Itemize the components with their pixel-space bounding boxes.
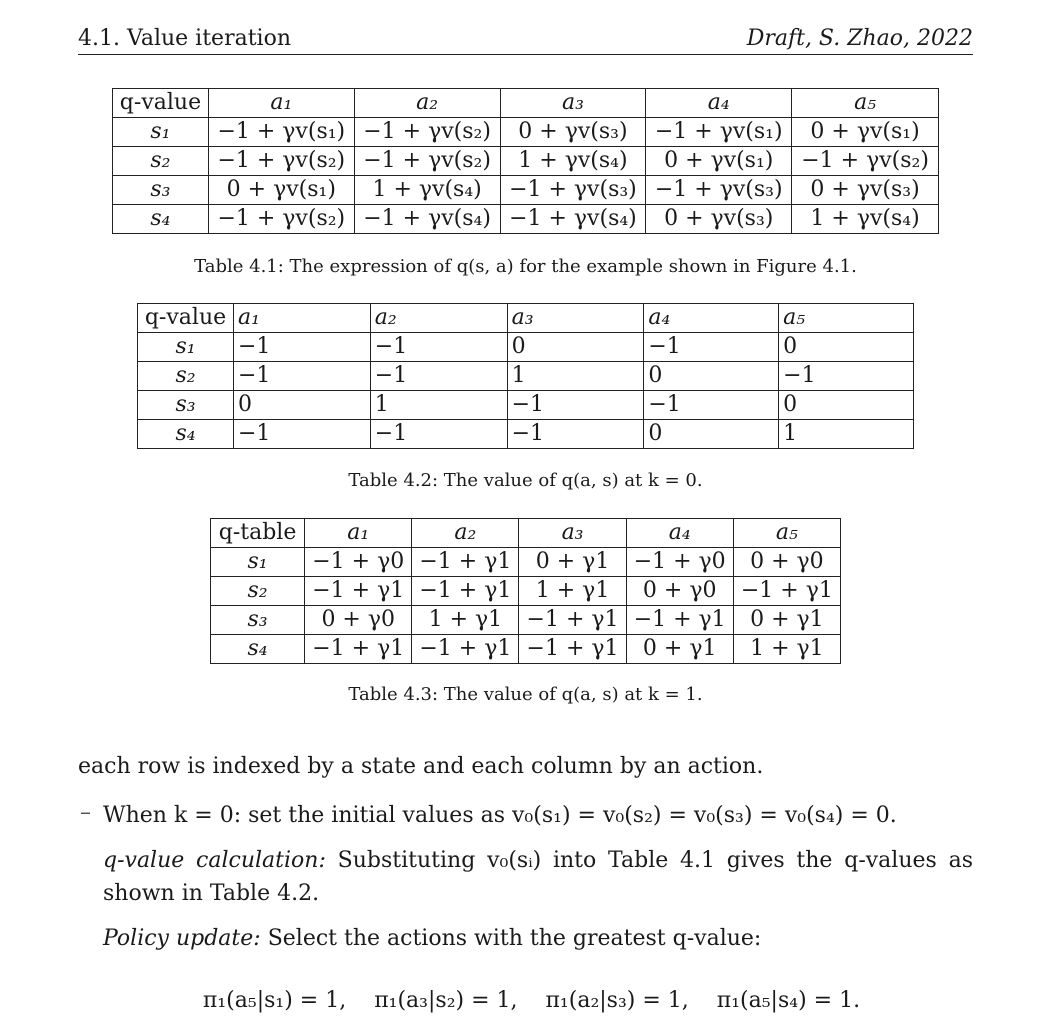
table-cell: −1	[507, 420, 644, 449]
qvalue-calculation-paragraph	[103, 844, 973, 910]
column-header: a₂	[370, 304, 507, 333]
table-cell: −1	[370, 420, 507, 449]
q-value-k0-table	[137, 303, 914, 449]
table-cell: 0 + γ1	[733, 606, 840, 635]
table-cell: 0 + γv(s₁)	[646, 147, 792, 176]
column-header: a₅	[733, 519, 840, 548]
table-cell: 1 + γv(s₄)	[792, 205, 939, 234]
draft-label: Draft, S. Zhao, 2022	[746, 26, 973, 51]
table-cell: −1 + γ1	[412, 635, 519, 664]
policy-update-paragraph	[103, 922, 761, 956]
table-cell: 0 + γ0	[626, 577, 733, 606]
row-header: s₃	[113, 176, 209, 205]
table-cell: 1 + γ1	[733, 635, 840, 664]
table-row	[113, 205, 939, 234]
table-cell: 0 + γv(s₁)	[208, 176, 354, 205]
column-header: a₅	[792, 89, 939, 118]
table-cell: 0 + γ1	[626, 635, 733, 664]
column-header: a₄	[644, 304, 779, 333]
table-cell: −1 + γv(s₂)	[354, 147, 500, 176]
table-cell: −1 + γv(s₃)	[646, 176, 792, 205]
table-cell: 0 + γv(s₁)	[792, 118, 939, 147]
table-cell: 0	[779, 391, 914, 420]
row-header: s₂	[211, 577, 305, 606]
table-cell: 1 + γv(s₄)	[354, 176, 500, 205]
row-header: s₃	[211, 606, 305, 635]
table-cell: −1 + γ1	[519, 606, 626, 635]
column-header: a₃	[519, 519, 626, 548]
row-header: s₃	[138, 391, 234, 420]
table-cell: −1 + γv(s₂)	[354, 118, 500, 147]
bullet-k0: When k = 0: set the initial values as v₀(s₁) = v₀(s₂) = v₀(s₃) = v₀(s₄) = 0.	[103, 803, 897, 828]
table-row	[138, 362, 914, 391]
table-cell: −1 + γv(s₂)	[208, 205, 354, 234]
column-header: a₂	[412, 519, 519, 548]
row-header: s₄	[138, 420, 234, 449]
table-row	[211, 577, 841, 606]
table-cell: −1	[779, 362, 914, 391]
table-corner: q-value	[138, 304, 234, 333]
column-header: a₄	[646, 89, 792, 118]
table-cell: 1 + γ1	[412, 606, 519, 635]
table-cell: 1	[779, 420, 914, 449]
table-cell: −1	[233, 420, 370, 449]
table-header-row	[138, 304, 914, 333]
table-cell: −1 + γ1	[626, 606, 733, 635]
table-row	[138, 391, 914, 420]
table-row	[113, 176, 939, 205]
table-cell: 0 + γv(s₃)	[792, 176, 939, 205]
table-cell: 0 + γ0	[305, 606, 412, 635]
table-caption: Table 4.2: The value of q(a, s) at k = 0.	[348, 470, 703, 491]
table-cell: −1	[370, 362, 507, 391]
table-cell: 1 + γ1	[519, 577, 626, 606]
table-cell: 0	[644, 420, 779, 449]
section-title: 4.1. Value iteration	[78, 26, 291, 51]
table-cell: 0 + γv(s₃)	[500, 118, 646, 147]
table-cell: −1	[233, 333, 370, 362]
table-caption: Table 4.3: The value of q(a, s) at k = 1.	[348, 684, 703, 705]
table-cell: −1 + γv(s₁)	[208, 118, 354, 147]
table-cell: −1 + γ0	[305, 548, 412, 577]
row-header: s₂	[138, 362, 234, 391]
qvalue-calculation-label: q-value calculation:	[103, 848, 326, 873]
column-header: a₃	[500, 89, 646, 118]
table-cell: −1	[644, 391, 779, 420]
table-cell: 1	[370, 391, 507, 420]
table-cell: −1	[507, 391, 644, 420]
row-header: s₂	[113, 147, 209, 176]
table-cell: −1 + γ1	[412, 548, 519, 577]
table-cell: −1 + γv(s₁)	[646, 118, 792, 147]
table-header-row	[113, 89, 939, 118]
column-header: a₁	[233, 304, 370, 333]
q-value-k1-table	[210, 518, 841, 664]
table-row	[113, 118, 939, 147]
qvalue-calculation-text: Substituting v₀(sᵢ) into Table 4.1 gives the q-values as shown in Table 4.2.	[103, 848, 973, 906]
table-cell: −1 + γ1	[733, 577, 840, 606]
column-header: a₅	[779, 304, 914, 333]
column-header: a₃	[507, 304, 644, 333]
column-header: a₂	[354, 89, 500, 118]
table-cell: −1	[644, 333, 779, 362]
table-cell: 0 + γ0	[733, 548, 840, 577]
table-row	[211, 606, 841, 635]
table-row	[138, 420, 914, 449]
table-cell: −1 + γv(s₄)	[500, 205, 646, 234]
table-corner: q-table	[211, 519, 305, 548]
row-header: s₄	[113, 205, 209, 234]
table-cell: −1 + γv(s₂)	[792, 147, 939, 176]
table-header-row	[211, 519, 841, 548]
table-cell: 0	[233, 391, 370, 420]
intro-paragraph: each row is indexed by a state and each column by an action.	[78, 754, 764, 779]
row-header: s₁	[113, 118, 209, 147]
q-expression-table	[112, 88, 939, 234]
table-cell: 0 + γ1	[519, 548, 626, 577]
table-cell: −1	[370, 333, 507, 362]
table-caption: Table 4.1: The expression of q(s, a) for the example shown in Figure 4.1.	[194, 256, 857, 277]
row-header: s₄	[211, 635, 305, 664]
column-header: a₁	[208, 89, 354, 118]
policy-update-text: Select the actions with the greatest q-value:	[260, 926, 762, 951]
table-cell: 0	[507, 333, 644, 362]
table-cell: −1 + γ1	[305, 577, 412, 606]
table-row	[138, 333, 914, 362]
table-cell: −1 + γ1	[519, 635, 626, 664]
column-header: a₄	[626, 519, 733, 548]
table-cell: −1 + γv(s₄)	[354, 205, 500, 234]
table-row	[211, 635, 841, 664]
table-cell: 0 + γv(s₃)	[646, 205, 792, 234]
row-header: s₁	[211, 548, 305, 577]
policy-equation: π₁(a₅|s₁) = 1, π₁(a₃|s₂) = 1, π₁(a₂|s₃) = 1, π₁(a₅|s₄) = 1.	[202, 988, 861, 1013]
table-cell: −1 + γ1	[305, 635, 412, 664]
bullet-dash: –	[80, 800, 91, 825]
table-cell: 1 + γv(s₄)	[500, 147, 646, 176]
row-header: s₁	[138, 333, 234, 362]
table-cell: −1 + γ0	[626, 548, 733, 577]
policy-update-label: Policy update:	[103, 926, 261, 951]
table-cell: 0	[644, 362, 779, 391]
table-cell: −1 + γv(s₂)	[208, 147, 354, 176]
table-row	[211, 548, 841, 577]
table-corner: q-value	[113, 89, 209, 118]
table-cell: −1 + γv(s₃)	[500, 176, 646, 205]
table-cell: 1	[507, 362, 644, 391]
table-cell: −1 + γ1	[412, 577, 519, 606]
table-row	[113, 147, 939, 176]
page-header	[78, 24, 973, 55]
table-cell: −1	[233, 362, 370, 391]
table-cell: 0	[779, 333, 914, 362]
column-header: a₁	[305, 519, 412, 548]
